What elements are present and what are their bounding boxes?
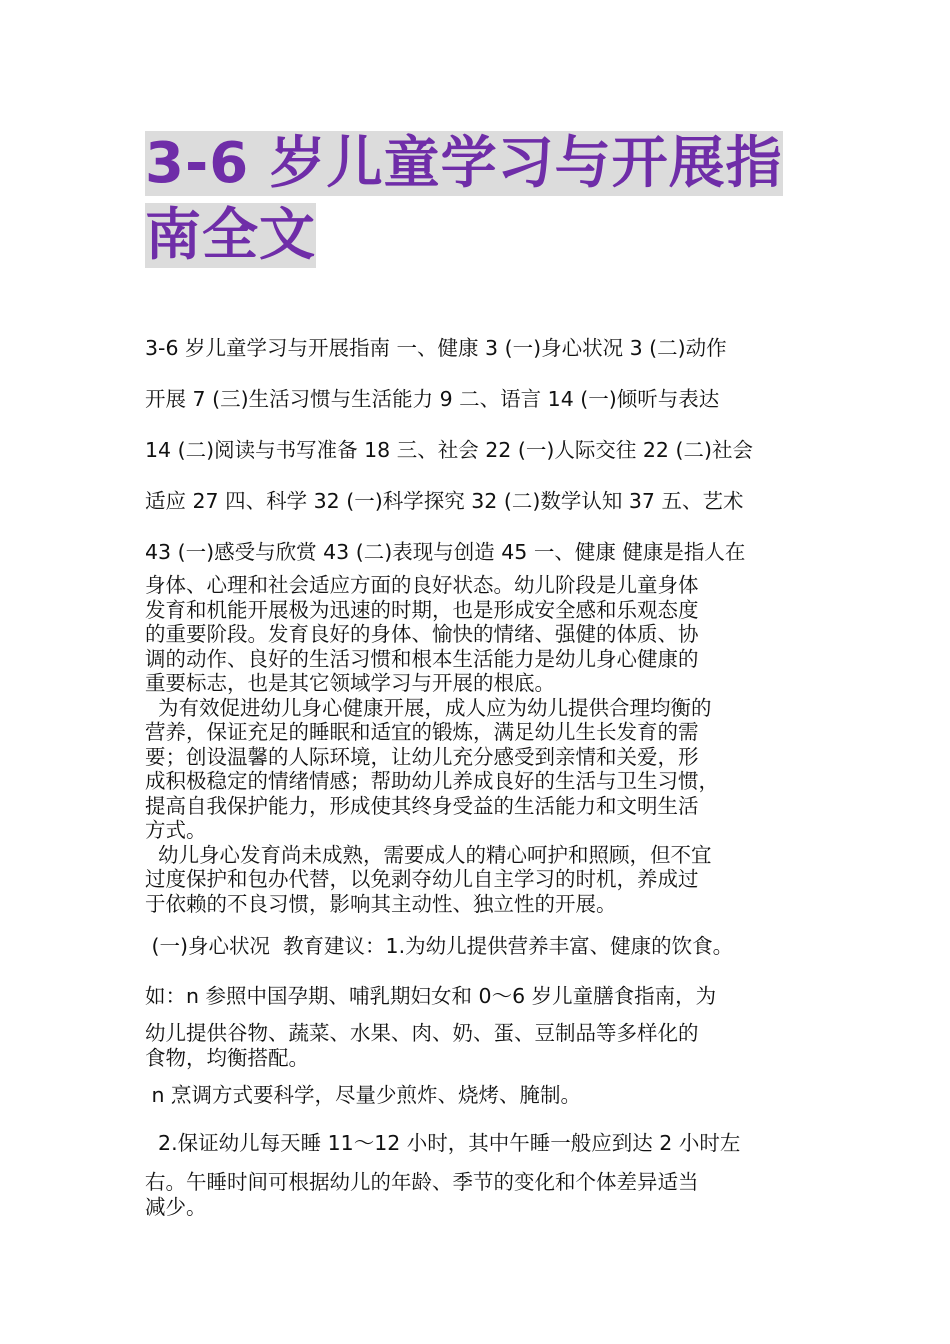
sleep-advice-text: 右。午睡时间可根据幼儿的年龄、季节的变化和个体差异适当 减少。 <box>145 1170 699 1219</box>
title-line-1: 3-6 岁儿童学习与开展指 <box>145 131 783 196</box>
toc-line: 3-6 岁儿童学习与开展指南 一、健康 3 (一)身心状况 3 (二)动作 <box>145 336 727 360</box>
toc-line: 43 (一)感受与欣赏 43 (二)表现与创造 45 一、健康 健康是指人在 <box>145 540 746 564</box>
health-body-text <box>145 573 810 916</box>
document-title <box>145 128 815 272</box>
food-variety-text: 幼儿提供谷物、蔬菜、水果、肉、奶、蛋、豆制品等多样化的 食物，均衡搭配。 <box>145 1021 699 1070</box>
diet-example-line: 如：n 参照中国孕期、哺乳期妇女和 0～6 岁儿童膳食指南，为 <box>145 984 717 1008</box>
cooking-method-line: n 烹调方式要科学，尽量少煎炸、烧烤、腌制。 <box>145 1083 582 1107</box>
paragraph-overprotection: 幼儿身心发育尚未成熟，需要成人的精心呵护和照顾，但不宜 过度保护和包办代替，以免剥夺幼儿自主学习的时机，养成过 于依赖的不良习惯，影响其主动性、独立性的开展。 <box>145 842 712 916</box>
table-of-contents <box>145 333 810 588</box>
paragraph-adult-role: 为有效促进幼儿身心健康开展，成人应为幼儿提供合理均衡的 营养，保证充足的睡眠和适宜的锻炼，满足幼儿生长发育的需 要；创设温馨的人际环境，让幼儿充分感受到亲情和关爱，形 成积极稳定的情绪情感；帮助幼儿养成良好的生活与卫生习惯， 提高自我保护能力，形成使其终身受益的生活能力和文明生活 方式。 <box>145 695 719 842</box>
toc-line: 14 (二)阅读与书写准备 18 三、社会 22 (一)人际交往 22 (二)社会 <box>145 438 753 462</box>
sleep-advice-line: 2.保证幼儿每天睡 11～12 小时，其中午睡一般应到达 2 小时左 <box>145 1131 741 1155</box>
title-line-2: 南全文 <box>145 203 316 268</box>
toc-line: 开展 7 (三)生活习惯与生活能力 9 二、语言 14 (一)倾听与表达 <box>145 387 720 411</box>
toc-line: 适应 27 四、科学 32 (一)科学探究 32 (二)数学认知 37 五、艺术 <box>145 489 744 513</box>
paragraph-health-definition: 身体、心理和社会适应方面的良好状态。幼儿阶段是儿童身体 发育和机能开展极为迅速的时期，也是形成安全感和乐观态度 的重要阶段。发育良好的身体、愉快的情绪、强健的体质、协 调的动作、良好的生活习惯和根本生活能力是幼儿身心健康的 重要标志，也是其它领域学习与开展的根底。 <box>145 573 699 695</box>
section-physical-status: (一)身心状况 教育建议：1.为幼儿提供营养丰富、健康的饮食。 <box>145 934 734 958</box>
